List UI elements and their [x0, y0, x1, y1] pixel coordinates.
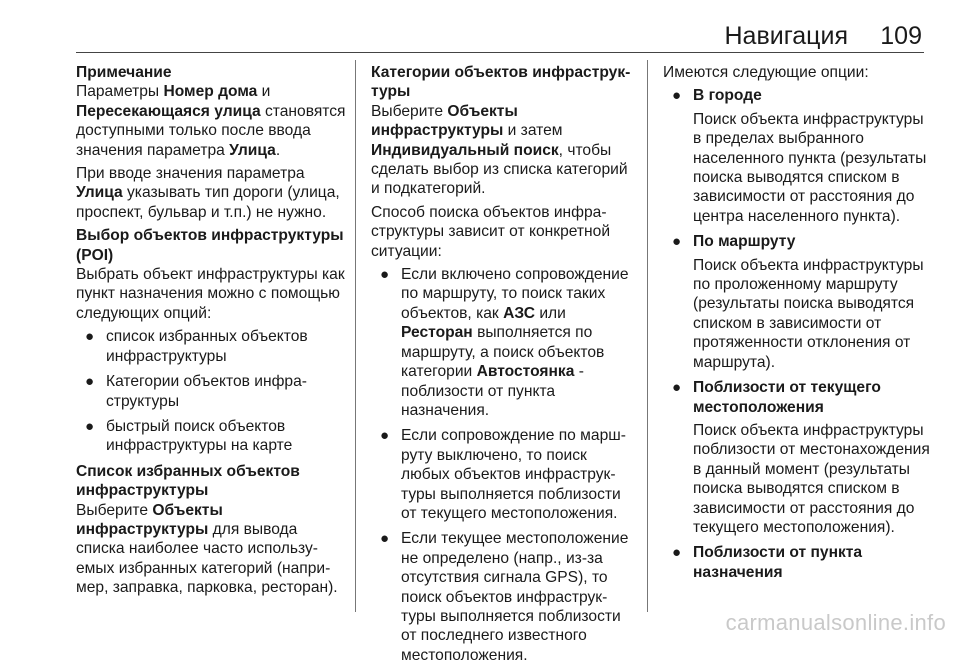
search-mode-list: [371, 265, 633, 665]
list-item: ● быстрый поиск объектов инфраструктуры на карте: [85, 417, 293, 455]
option-title: Поблизости от пункта назначения: [693, 544, 863, 581]
column-1: [76, 63, 348, 602]
option-title: Поблизости от текущего местоположения: [693, 379, 881, 416]
list-item: ● Категории объектов инфраструктуры: [85, 373, 307, 410]
poi-options-list: [76, 327, 348, 455]
bullet-icon: ●: [85, 373, 95, 391]
bullet-icon: ●: [380, 530, 390, 548]
list-item: [663, 232, 933, 372]
poi-paragraph: Выбрать объект инфраструктуры как пункт назначения можно с помощью следующих опций:: [76, 266, 345, 322]
note-paragraph: При вводе значения параметра Улица указывать тип дороги (улица, проспект, бульвар и т.п.) не нужно.: [76, 165, 340, 221]
header-divider: [76, 52, 924, 53]
column-3: [663, 63, 933, 588]
bullet-icon: ●: [672, 379, 682, 397]
section-heading-categories: Категории объектов инфраструктуры: [371, 64, 631, 101]
column-2: [371, 63, 633, 671]
page-number: 109: [880, 22, 922, 50]
option-title: В городе: [693, 87, 762, 105]
categories-paragraph: Выберите Объекты инфраструктуры и затем Индивидуальный поиск, чтобы сделать выбор из списка категорий и подкатегорий.: [371, 102, 628, 198]
page-title: Навигация: [724, 22, 848, 50]
favorites-paragraph: Выберите Объекты инфраструктуры для вывода списка наиболее часто используемых избранных категорий (например, заправка, парковка, ресторан).: [76, 501, 338, 597]
column-divider: [647, 60, 648, 612]
bullet-icon: ●: [672, 233, 682, 251]
option-title: По маршруту: [693, 233, 796, 251]
list-item: ● Если текущее местоположение не определено (напр., из-за отсутствия сигнала GPS), то поиск объектов инфраструктуры выполняется поблизости от последнего известного местоположения.: [380, 530, 629, 664]
bullet-icon: ●: [85, 328, 95, 346]
option-description: Поиск объекта инфраструктуры по проложенному маршруту (результаты поиска выводятся списком в зависимости от протяженности отклонения от маршрута).: [693, 256, 924, 371]
column-divider: [355, 60, 356, 612]
options-intro: Имеются следующие опции:: [663, 64, 869, 81]
categories-paragraph: Способ поиска объектов инфраструктуры зависит от конкретной ситуации:: [371, 203, 611, 260]
bullet-icon: ●: [672, 544, 682, 562]
list-item: ● Если сопровождение по маршруту выключено, то поиск любых объектов инфраструктуры выполняется поблизости от текущего местоположения.: [380, 427, 626, 522]
page-header: [0, 0, 960, 48]
bullet-icon: ●: [85, 417, 95, 435]
list-item: [663, 86, 933, 226]
bullet-icon: ●: [672, 87, 682, 105]
list-item: ● список избранных объектов инфраструктуры: [85, 328, 308, 365]
section-heading-poi: Выбор объектов инфраструктуры (POI): [76, 227, 344, 264]
list-item: [663, 543, 933, 582]
bullet-icon: ●: [380, 427, 390, 445]
list-item: ● Если включено сопровождение по маршруту, то поиск таких объектов, как АЗС или Ресторан выполняется по маршруту, а поиск объектов категории Автостоянка - поблизости от пункта назначения.: [380, 266, 629, 419]
option-description: Поиск объекта инфраструктуры поблизости от местонахождения в данный момент (результаты поиска выводятся списком в зависимости от расстояния до текущего местоположения).: [693, 421, 930, 536]
watermark: carmanualsonline.info: [725, 610, 946, 635]
search-options-list: [663, 86, 933, 582]
note-paragraph: Параметры Номер дома и Пересекающаяся улица становятся доступными только после ввода значения параметра Улица.: [76, 83, 346, 159]
note-heading: Примечание: [76, 64, 172, 81]
section-heading-favorites: Список избранных объектов инфраструктуры: [76, 462, 300, 500]
list-item: [663, 378, 933, 537]
option-description: Поиск объекта инфраструктуры в пределах выбранного населенного пункта (результаты поиска выводятся списком в зависимости от расстояния до центра населенного пункта).: [693, 110, 927, 225]
bullet-icon: ●: [380, 266, 390, 284]
